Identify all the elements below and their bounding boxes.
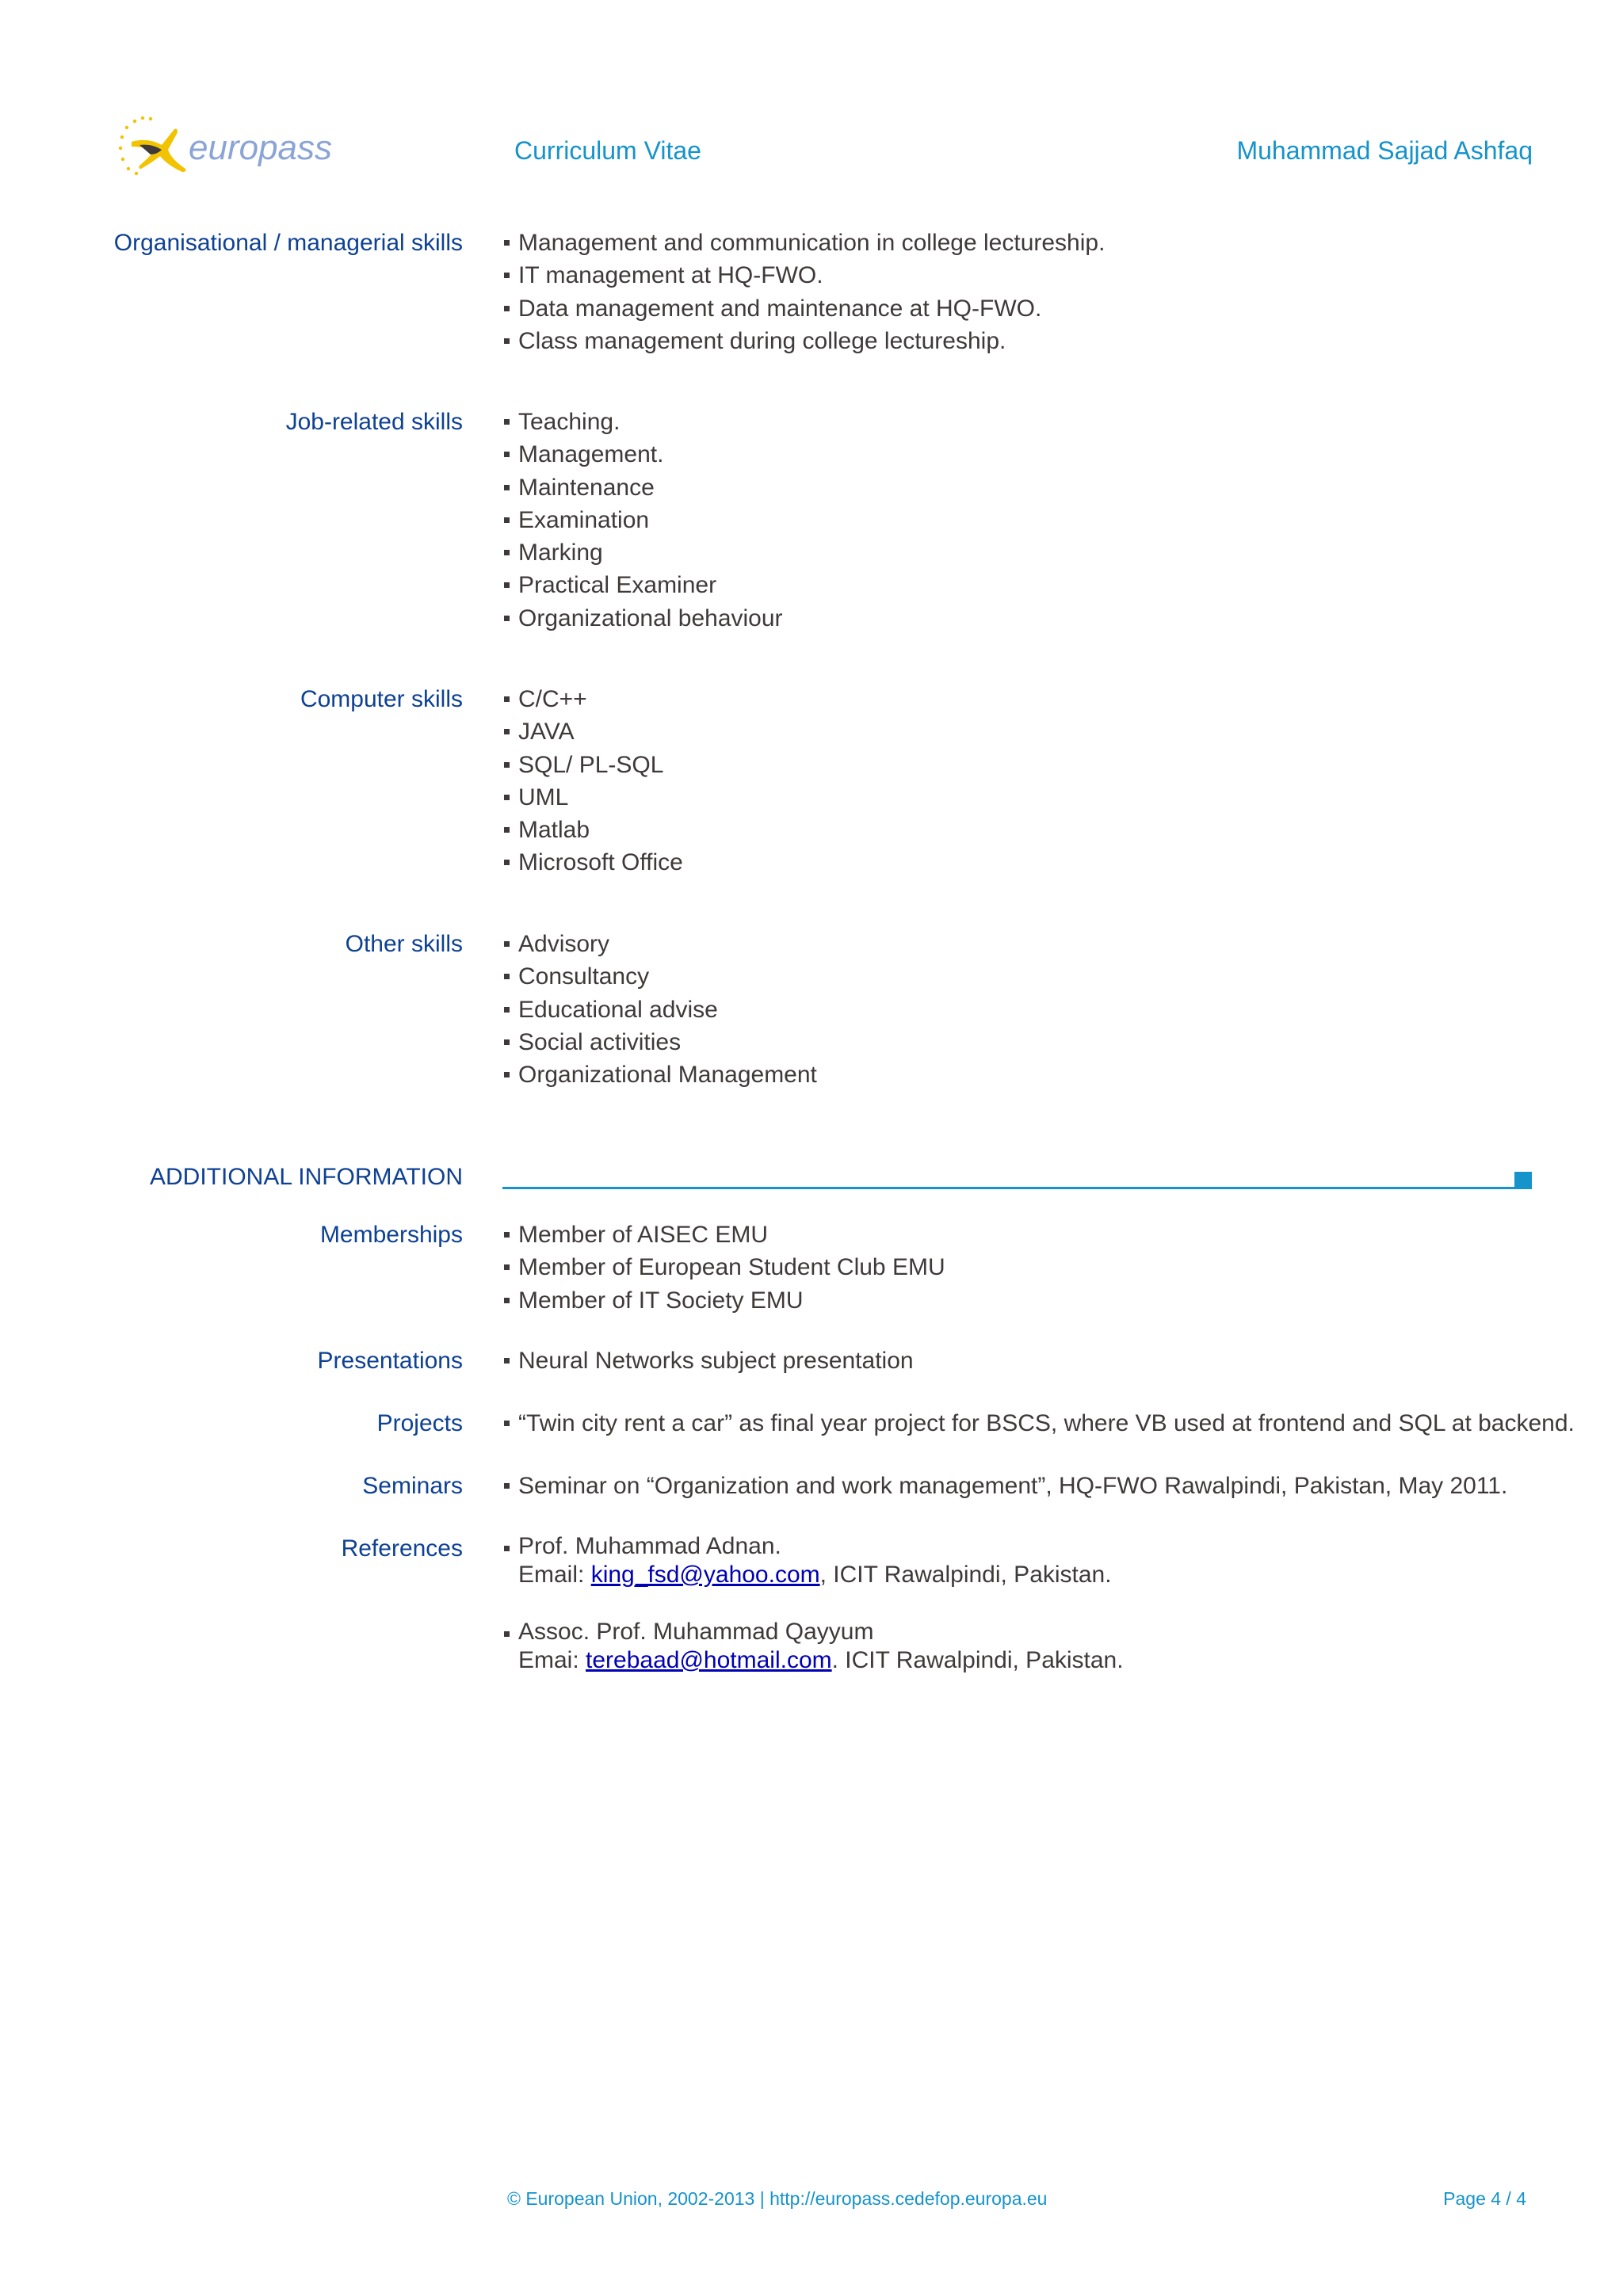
computer-skills-list bbox=[502, 683, 683, 879]
section-label-references: References bbox=[341, 1535, 463, 1562]
europass-logo bbox=[116, 113, 338, 180]
organisational-skills-list bbox=[502, 227, 1105, 357]
list-item: Data management and maintenance at HQ-FWO. bbox=[502, 292, 1105, 325]
list-item: Advisory bbox=[502, 928, 817, 960]
list-item: Organizational Management bbox=[502, 1058, 817, 1091]
list-item: Class management during college lectureship. bbox=[502, 325, 1105, 357]
person-name: Muhammad Sajjad Ashfaq bbox=[1236, 136, 1533, 165]
list-item: Management. bbox=[502, 438, 783, 471]
list-item: C/C++ bbox=[502, 683, 683, 715]
projects-list bbox=[502, 1407, 1575, 1440]
logo-wordmark: europass bbox=[189, 128, 333, 167]
section-label-seminars: Seminars bbox=[362, 1473, 463, 1499]
list-item: Educational advise bbox=[502, 994, 817, 1026]
reference-affiliation: . ICIT Rawalpindi, Pakistan. bbox=[831, 1647, 1124, 1673]
list-item: IT management at HQ-FWO. bbox=[502, 259, 1105, 292]
references-list bbox=[502, 1532, 1124, 1675]
reference-item bbox=[502, 1532, 1124, 1589]
list-item: “Twin city rent a car” as final year project for BSCS, where VB used at frontend and SQL at backend. bbox=[502, 1407, 1575, 1440]
section-label-job-related: Job-related skills bbox=[285, 409, 463, 435]
section-marker-square bbox=[1514, 1172, 1532, 1189]
section-label-organisational: Organisational / managerial skills bbox=[113, 230, 463, 256]
list-item: Member of European Student Club EMU bbox=[502, 1251, 945, 1283]
list-item: UML bbox=[502, 781, 683, 814]
reference-email-label: Emai: bbox=[518, 1647, 586, 1673]
list-item: Matlab bbox=[502, 814, 683, 846]
list-item: Maintenance bbox=[502, 471, 783, 504]
page-number: Page 4 / 4 bbox=[1443, 2188, 1526, 2209]
section-label-projects: Projects bbox=[376, 1410, 463, 1436]
section-label-other: Other skills bbox=[345, 931, 463, 957]
list-item: Microsoft Office bbox=[502, 846, 683, 879]
reference-affiliation: , ICIT Rawalpindi, Pakistan. bbox=[819, 1562, 1112, 1588]
section-label-memberships: Memberships bbox=[319, 1222, 463, 1248]
list-item: Consultancy bbox=[502, 960, 817, 993]
other-skills-list bbox=[502, 928, 817, 1091]
document-title: Curriculum Vitae bbox=[514, 136, 701, 165]
reference-contact bbox=[518, 1561, 1124, 1589]
reference-item bbox=[502, 1618, 1124, 1675]
list-item: Member of IT Society EMU bbox=[502, 1284, 945, 1317]
job-related-skills-list bbox=[502, 406, 783, 635]
list-item: JAVA bbox=[502, 715, 683, 748]
list-item: Practical Examiner bbox=[502, 569, 783, 601]
reference-contact bbox=[518, 1646, 1124, 1675]
section-heading-additional-information: ADDITIONAL INFORMATION bbox=[149, 1164, 463, 1190]
list-item: Examination bbox=[502, 504, 783, 536]
list-item: Teaching. bbox=[502, 406, 783, 438]
list-item: SQL/ PL-SQL bbox=[502, 749, 683, 781]
reference-email-link[interactable]: terebaad@hotmail.com bbox=[586, 1647, 832, 1673]
reference-email-label: Email: bbox=[518, 1562, 591, 1588]
reference-name: Assoc. Prof. Muhammad Qayyum bbox=[518, 1619, 874, 1645]
reference-name: Prof. Muhammad Adnan. bbox=[518, 1533, 781, 1559]
section-divider bbox=[502, 1187, 1514, 1189]
list-item: Social activities bbox=[502, 1026, 817, 1058]
seminars-list bbox=[502, 1470, 1507, 1502]
footer-copyright: © European Union, 2002-2013 | http://europass.cedefop.europa.eu bbox=[507, 2188, 1048, 2209]
section-label-computer: Computer skills bbox=[300, 686, 463, 712]
list-item: Seminar on “Organization and work management”, HQ-FWO Rawalpindi, Pakistan, May 2011. bbox=[502, 1470, 1507, 1502]
list-item: Neural Networks subject presentation bbox=[502, 1344, 914, 1377]
list-item: Member of AISEC EMU bbox=[502, 1219, 945, 1251]
reference-email-link[interactable]: king_fsd@yahoo.com bbox=[590, 1562, 820, 1588]
list-item: Marking bbox=[502, 536, 783, 569]
memberships-list bbox=[502, 1219, 945, 1317]
list-item: Organizational behaviour bbox=[502, 602, 783, 635]
section-label-presentations: Presentations bbox=[317, 1348, 463, 1374]
presentations-list bbox=[502, 1344, 914, 1377]
list-item: Management and communication in college lectureship. bbox=[502, 227, 1105, 259]
